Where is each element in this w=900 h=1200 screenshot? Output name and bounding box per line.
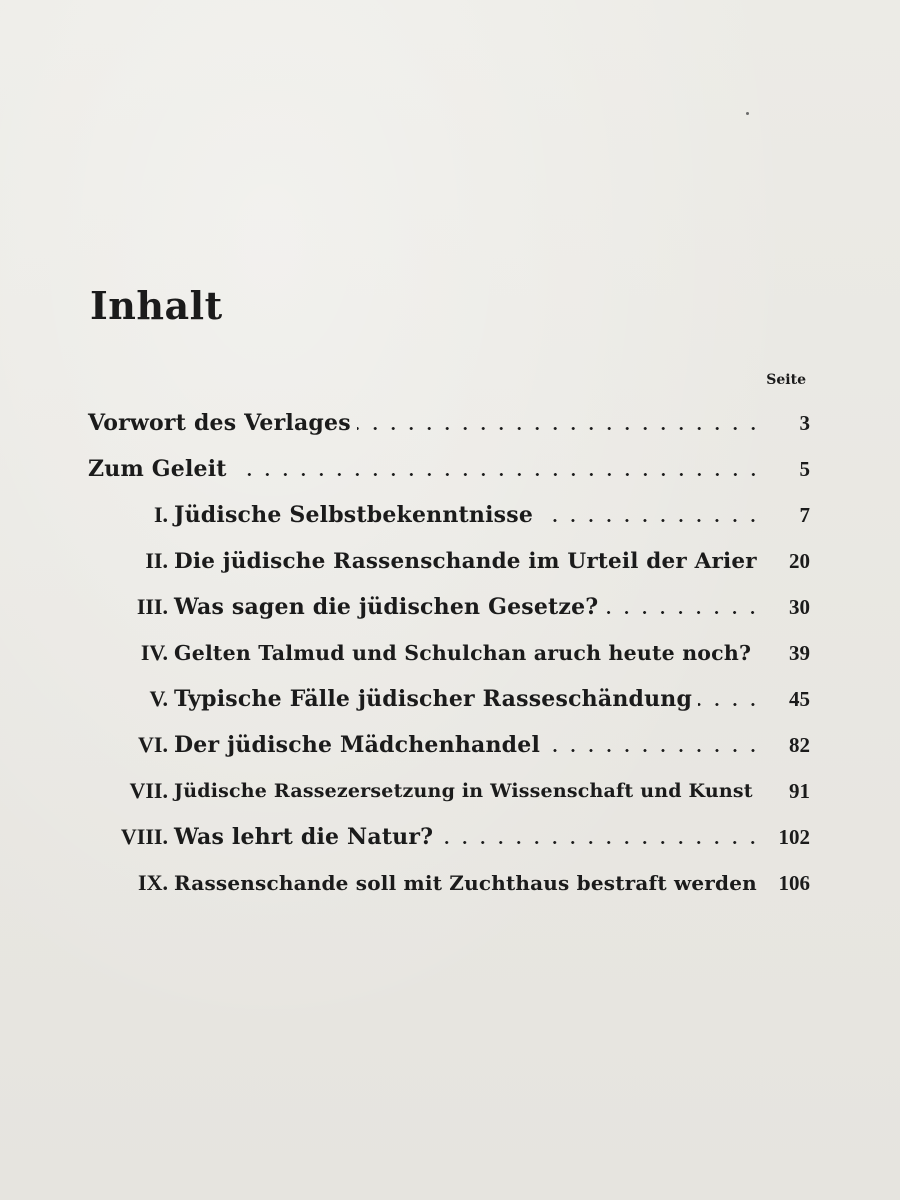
toc-chapter-6 bbox=[88, 722, 810, 768]
dot-leader bbox=[763, 860, 768, 906]
dot-leader bbox=[698, 676, 768, 722]
toc-page-number: 5 bbox=[799, 456, 810, 481]
toc-page-number: 3 bbox=[799, 410, 810, 435]
toc-page-number: 45 bbox=[789, 686, 810, 711]
toc-chapter-2 bbox=[88, 538, 810, 584]
dot-leader bbox=[357, 400, 768, 446]
page-column-header: Seite bbox=[766, 372, 806, 388]
chapter-numeral: I. bbox=[153, 502, 168, 527]
toc-chapter-9 bbox=[88, 860, 810, 906]
dot-leader bbox=[604, 584, 768, 630]
dot-leader bbox=[539, 492, 768, 538]
toc-chapter-4 bbox=[88, 630, 810, 676]
toc-page-number: 39 bbox=[789, 640, 810, 665]
chapter-title: Jüdische Selbstbekenntnisse bbox=[174, 502, 534, 528]
dot-leader bbox=[757, 630, 768, 676]
toc-page-number: 106 bbox=[778, 870, 810, 895]
toc-page-number: 30 bbox=[789, 594, 810, 619]
paper-speck bbox=[746, 112, 749, 115]
toc-entry-label: Zum Geleit bbox=[88, 456, 227, 482]
toc-page-number: 20 bbox=[789, 548, 810, 573]
chapter-title: Jüdische Rassezersetzung in Wissenschaft und Kunst bbox=[174, 780, 753, 802]
toc-page-number: 7 bbox=[799, 502, 810, 527]
dot-leader bbox=[546, 722, 768, 768]
dot-leader bbox=[439, 814, 768, 860]
chapter-title: Was lehrt die Natur? bbox=[174, 824, 434, 850]
chapter-title: Die jüdische Rassenschande im Urteil der Arier bbox=[174, 548, 757, 574]
chapter-title: Der jüdische Mädchenhandel bbox=[174, 732, 541, 758]
toc-chapter-1 bbox=[88, 492, 810, 538]
toc-page-number: 91 bbox=[789, 778, 810, 803]
dot-leader bbox=[233, 446, 768, 492]
toc-entry-label: Vorwort des Verlages bbox=[88, 410, 351, 436]
chapter-numeral: VI. bbox=[138, 732, 168, 757]
table-of-contents bbox=[88, 400, 810, 906]
toc-page-number: 102 bbox=[778, 824, 810, 849]
toc-page-number: 82 bbox=[789, 732, 810, 757]
chapter-numeral: V. bbox=[149, 686, 168, 711]
chapter-title: Gelten Talmud und Schulchan aruch heute noch? bbox=[174, 641, 752, 665]
toc-chapter-5 bbox=[88, 676, 810, 722]
chapter-numeral: VII. bbox=[129, 778, 168, 803]
chapter-numeral: VIII. bbox=[120, 824, 168, 849]
chapter-numeral: II. bbox=[145, 548, 168, 573]
chapter-numeral: III. bbox=[136, 594, 168, 619]
chapter-numeral: IV. bbox=[140, 640, 168, 665]
page-title: Inhalt bbox=[90, 283, 223, 328]
chapter-title: Rassenschande soll mit Zuchthaus bestraft werden bbox=[174, 871, 757, 895]
chapter-title: Was sagen die jüdischen Gesetze? bbox=[174, 594, 599, 620]
chapter-title: Typische Fälle jüdischer Rasseschändung bbox=[174, 686, 693, 712]
toc-entry-foreword bbox=[88, 400, 810, 446]
toc-chapter-7 bbox=[88, 768, 810, 814]
toc-entry-geleit bbox=[88, 446, 810, 492]
dot-leader bbox=[759, 768, 768, 814]
chapter-numeral: IX. bbox=[138, 870, 168, 895]
toc-chapter-8 bbox=[88, 814, 810, 860]
dot-leader bbox=[763, 538, 768, 584]
toc-chapter-3 bbox=[88, 584, 810, 630]
